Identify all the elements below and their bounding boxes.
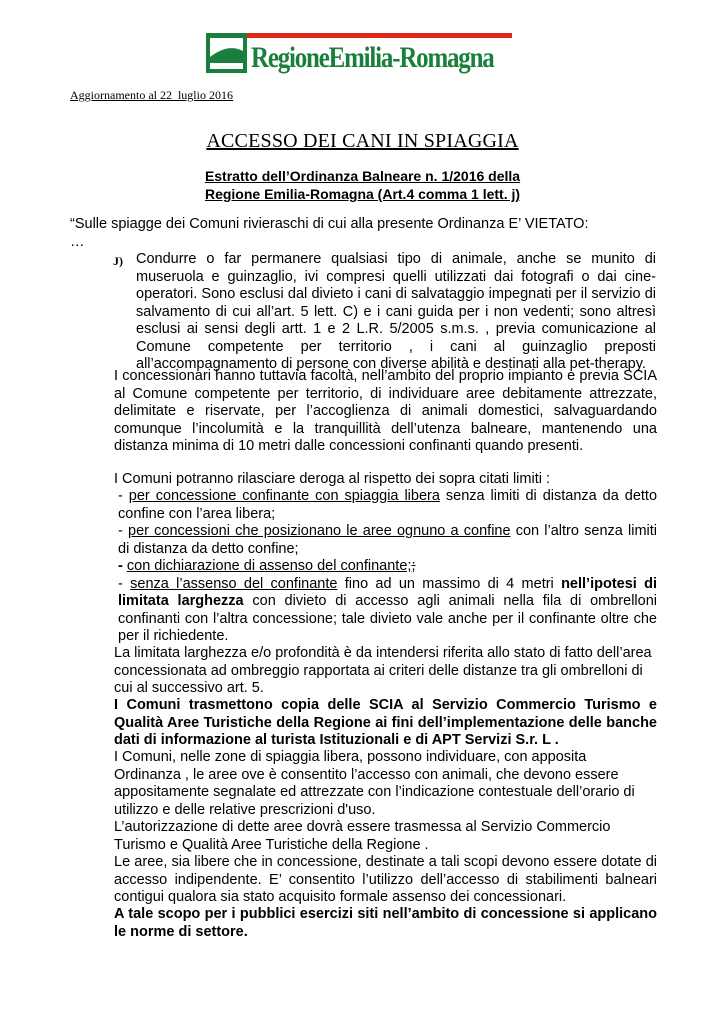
intro-line: “Sulle spiagge dei Comuni rivieraschi di cui alla presente Ordinanza E’ VIETATO: — [70, 216, 589, 232]
deroga-item-2: - per concessioni che posizionano le aree ognuno a confine con l’altro senza limiti di distanza da detto confine; — [118, 523, 658, 557]
intro — [70, 216, 650, 251]
concessionari-paragraph: I concessionari hanno tuttavia facoltà, nell’ambito del proprio impianto e previa SCIA al Comune competente per territorio, di individuare aree debitamente attrezzate, delimitate e riservate, per l’accoglienza di animali domestici, salvaguardando comunque l’incolumità e la tranquillità dell’utenza balneare, mantenendo una distanza minima di 10 metri dalle concessioni confinanti quando presenti. — [114, 368, 657, 454]
deroga-item-3: - con dichiarazione di assenso del confinante;; — [118, 558, 416, 574]
deroga-4-bold: nell’ipotesi di limitata larghezza — [118, 575, 657, 609]
spiaggia-libera-paragraph: I Comuni, nelle zone di spiaggia libera, possono individuare, con apposita Ordinanza , le aree ove è consentito l’accesso con animali, che devono essere appositamente segnalate ed attrezzate con l’indicazione contestuale dell’orario di utilizzo e delle relative prescrizioni d'uso. — [114, 749, 635, 818]
region-logo — [206, 33, 512, 78]
limitata-paragraph: La limitata larghezza e/o profondità è da intendersi riferita allo stato di fatto dell’area concessionata ad ombreggio rapportata ai criteri delle distanze tra gli ombrelloni di cui al successivo art. 5. — [114, 645, 652, 696]
deroga-item-4: - senza l’assenso del confinante fino ad un massimo di 4 metri nell’ipotesi di limitata larghezza con divieto di accesso agli animali nella fila di ombrelloni confinanti con l’altra concessione; tale divieto vale anche per il confinante oltre che per il richiedente. — [118, 575, 657, 644]
deroga-1-rest: senza limiti di distanza da detto confine con l’area libera; — [118, 488, 658, 522]
logo-red-bar — [247, 33, 512, 38]
trasmettono-paragraph: I Comuni trasmettono copia delle SCIA al Servizio Commercio Turismo e Qualità Aree Turistiche della Regione ai fini dell’implementazione delle banche dati di informazione al turista Istituzionali e di APT Servizi S.r. L . — [114, 697, 657, 748]
region-flag-icon — [206, 33, 247, 73]
deroga-2-rest: con l’altro senza limiti di distanza da detto confine; — [118, 523, 658, 557]
update-date: Aggiornamento al 22 luglio 2016 — [70, 88, 233, 102]
subtitle-line-1: Estratto dell’Ordinanza Balneare n. 1/2016 della — [204, 168, 521, 184]
pubblici-paragraph: A tale scopo per i pubblici esercizi siti nell’ambito di concessione si applicano le norme di settore. — [114, 906, 657, 940]
page-title: ACCESSO DEI CANI IN SPIAGGIA — [206, 130, 519, 152]
deroga-4-underlined: senza l’assenso del confinante — [130, 575, 338, 592]
deroga-3-underlined: con dichiarazione di assenso del confinante; — [126, 558, 412, 574]
autorizzazione-paragraph: L’autorizzazione di dette aree dovrà essere trasmessa al Servizio Commercio Turismo e Qualità Aree Turistiche della Regione . — [114, 819, 611, 853]
logo-wordmark: RegioneEmilia-Romagna — [251, 41, 494, 74]
deroghe-list — [114, 488, 657, 646]
aree-paragraph: Le aree, sia libere che in concessione, destinate a tali scopi devono essere dotate di accesso indipendente. E’ consentito l’utilizzo dell’accesso di stabilimenti balneari contigui qualora sia stato acquisito formale assenso dei concessionari. — [114, 854, 657, 905]
item-letter: J) — [113, 254, 123, 268]
subtitle-line-2: Regione Emilia-Romagna (Art.4 comma 1 lett. j) — [204, 186, 521, 202]
deroga-item-1: - per concessione confinante con spiaggia libera senza limiti di distanza da detto confine con l’area libera; — [118, 488, 658, 522]
deroga-intro: I Comuni potranno rilasciare deroga al rispetto dei sopra citati limiti : — [114, 471, 551, 487]
deroga-2-underlined: per concessioni che posizionano le aree ognuno a confine — [128, 523, 511, 539]
deroga-3-struck: ; — [411, 558, 416, 574]
intro-ellipsis: … — [70, 233, 85, 250]
deroga-4-rest: con divieto di accesso agli animali nella fila di ombrelloni confinanti con l’altra concessione; tale divieto vale anche per il confinante oltre che per il richiedente. — [118, 593, 657, 644]
deroga-4-mid: fino ad un massimo di 4 metri — [337, 575, 562, 592]
deroga-1-underlined: per concessione confinante con spiaggia libera — [128, 488, 440, 504]
item-j-text: Condurre o far permanere qualsiasi tipo di animale, anche se munito di museruola e guinzaglio, ivi compresi quelli utilizzati dai fotografi o dai cine-operatori. Sono esclusi dal divieto i cani di salvataggio impegnati per il servizio di salvamento di cui all’art. 5 lett. C) e i cani guida per i non vedenti; sono altresì esclusi ai sensi degli artt. 1 e 2 L.R. 5/2005 s.m.s. , previa comunicazione al Comune competente per territorio , i cani al guinzaglio preposti all’accompagnamento di persone con diverse abilità e destinati alla pet-therapy. — [136, 251, 656, 372]
